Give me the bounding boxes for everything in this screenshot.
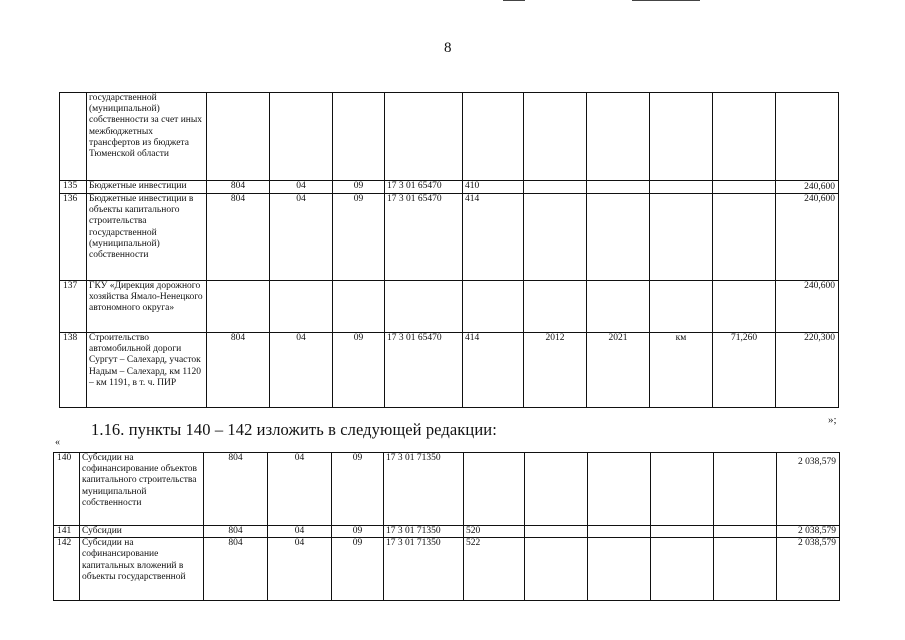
table-row xyxy=(60,194,839,281)
row-number: 141 xyxy=(54,526,80,538)
cell-pr: 09 xyxy=(333,194,385,281)
cell-gr: 804 xyxy=(207,181,270,194)
budget-table-1 xyxy=(59,92,839,408)
cell-pr: 09 xyxy=(333,181,385,194)
cell-capacity xyxy=(713,93,776,181)
cell-pr: 09 xyxy=(333,333,385,408)
cell-rz: 04 xyxy=(268,538,332,601)
cell-csr xyxy=(385,281,463,333)
cell-gr: 804 xyxy=(204,526,268,538)
cell-capacity: 71,260 xyxy=(713,333,776,408)
table-row xyxy=(60,181,839,194)
cell-vr xyxy=(463,281,524,333)
row-name: Бюджетные инвестиции xyxy=(87,181,207,194)
table-row xyxy=(54,538,840,601)
closing-quote: »; xyxy=(828,414,837,426)
cell-gr xyxy=(207,93,270,181)
cell-sum: 220,300 xyxy=(776,333,839,408)
table-row xyxy=(60,93,839,181)
cell-start-year xyxy=(524,181,587,194)
cell-sum: 2 038,579 xyxy=(777,526,840,538)
cell-sum: 2 038,579 xyxy=(777,538,840,601)
page-number: 8 xyxy=(444,40,452,56)
cell-unit xyxy=(650,194,713,281)
cell-rz: 04 xyxy=(270,333,333,408)
cell-pr: 09 xyxy=(332,453,384,526)
cell-end-year xyxy=(588,453,651,526)
cell-pr: 09 xyxy=(332,526,384,538)
cell-start-year xyxy=(524,281,587,333)
row-number: 138 xyxy=(60,333,87,408)
cell-sum: 240,600 xyxy=(776,194,839,281)
cell-unit xyxy=(650,181,713,194)
cell-capacity xyxy=(713,181,776,194)
row-name: государственной (муниципальной) собственности за счет иных межбюджетных трансфертов из бюджета Тюменской области xyxy=(87,93,207,181)
row-number: 142 xyxy=(54,538,80,601)
cell-sum xyxy=(776,93,839,181)
cell-vr xyxy=(463,93,524,181)
cell-sum: 240,600 xyxy=(776,181,839,194)
cell-start-year xyxy=(525,538,588,601)
cell-end-year xyxy=(587,194,650,281)
cell-csr: 17 3 01 65470 xyxy=(385,181,463,194)
cell-gr xyxy=(207,281,270,333)
cell-pr xyxy=(333,93,385,181)
row-name: Субсидии xyxy=(80,526,204,538)
cell-end-year xyxy=(588,526,651,538)
cell-rz: 04 xyxy=(268,526,332,538)
row-name: ГКУ «Дирекция дорожного хозяйства Ямало-Ненецкого автономного округа» xyxy=(87,281,207,333)
cell-start-year xyxy=(525,453,588,526)
cell-vr: 414 xyxy=(463,333,524,408)
cell-capacity xyxy=(714,453,777,526)
cell-rz xyxy=(270,93,333,181)
cell-rz: 04 xyxy=(268,453,332,526)
cell-unit xyxy=(651,538,714,601)
table-row xyxy=(60,281,839,333)
cell-sum: 240,600 xyxy=(776,281,839,333)
table-row xyxy=(60,333,839,408)
row-name: Субсидии на софинансирование капитальных вложений в объекты государственной xyxy=(80,538,204,601)
budget-table-2 xyxy=(53,452,840,601)
table-row xyxy=(54,526,840,538)
cell-rz: 04 xyxy=(270,181,333,194)
cell-gr: 804 xyxy=(207,333,270,408)
cell-end-year xyxy=(587,281,650,333)
cell-vr: 520 xyxy=(464,526,525,538)
cell-sum: 2 038,579 xyxy=(777,453,840,526)
row-name: Бюджетные инвестиции в объекты капитального строительства государственной (муниципальной) собственности xyxy=(87,194,207,281)
cell-gr: 804 xyxy=(207,194,270,281)
cell-unit xyxy=(651,453,714,526)
cell-unit xyxy=(651,526,714,538)
cell-capacity xyxy=(714,526,777,538)
cell-vr xyxy=(464,453,525,526)
row-name: Строительство автомобильной дороги Сургут – Салехард, участок Надым – Салехард, км 1120 – км 1191, в т. ч. ПИР xyxy=(87,333,207,408)
row-name: Субсидии на софинансирование объектов капитального строительства муниципальной собственности xyxy=(80,453,204,526)
cell-csr: 17 3 01 71350 xyxy=(384,526,464,538)
cell-capacity xyxy=(714,538,777,601)
cell-rz xyxy=(270,281,333,333)
section-heading: 1.16. пункты 140 – 142 изложить в следующей редакции: xyxy=(91,420,497,439)
scan-mark-left xyxy=(503,0,525,1)
cell-start-year: 2012 xyxy=(524,333,587,408)
cell-unit: км xyxy=(650,333,713,408)
cell-start-year xyxy=(524,93,587,181)
row-number: 137 xyxy=(60,281,87,333)
cell-unit xyxy=(650,281,713,333)
cell-csr xyxy=(385,93,463,181)
cell-rz: 04 xyxy=(270,194,333,281)
cell-vr: 414 xyxy=(463,194,524,281)
cell-end-year xyxy=(587,93,650,181)
cell-end-year xyxy=(587,181,650,194)
cell-vr: 522 xyxy=(464,538,525,601)
row-number xyxy=(60,93,87,181)
cell-start-year xyxy=(524,194,587,281)
cell-gr: 804 xyxy=(204,538,268,601)
row-number: 136 xyxy=(60,194,87,281)
cell-capacity xyxy=(713,281,776,333)
cell-csr: 17 3 01 71350 xyxy=(384,453,464,526)
cell-gr: 804 xyxy=(204,453,268,526)
opening-quote: « xyxy=(55,437,60,448)
row-number: 135 xyxy=(60,181,87,194)
cell-end-year: 2021 xyxy=(587,333,650,408)
cell-start-year xyxy=(525,526,588,538)
cell-capacity xyxy=(713,194,776,281)
cell-unit xyxy=(650,93,713,181)
table-row xyxy=(54,453,840,526)
cell-vr: 410 xyxy=(463,181,524,194)
row-number: 140 xyxy=(54,453,80,526)
cell-csr: 17 3 01 65470 xyxy=(385,333,463,408)
cell-csr: 17 3 01 65470 xyxy=(385,194,463,281)
cell-pr xyxy=(333,281,385,333)
scan-mark-right xyxy=(632,0,700,1)
cell-csr: 17 3 01 71350 xyxy=(384,538,464,601)
cell-pr: 09 xyxy=(332,538,384,601)
cell-end-year xyxy=(588,538,651,601)
